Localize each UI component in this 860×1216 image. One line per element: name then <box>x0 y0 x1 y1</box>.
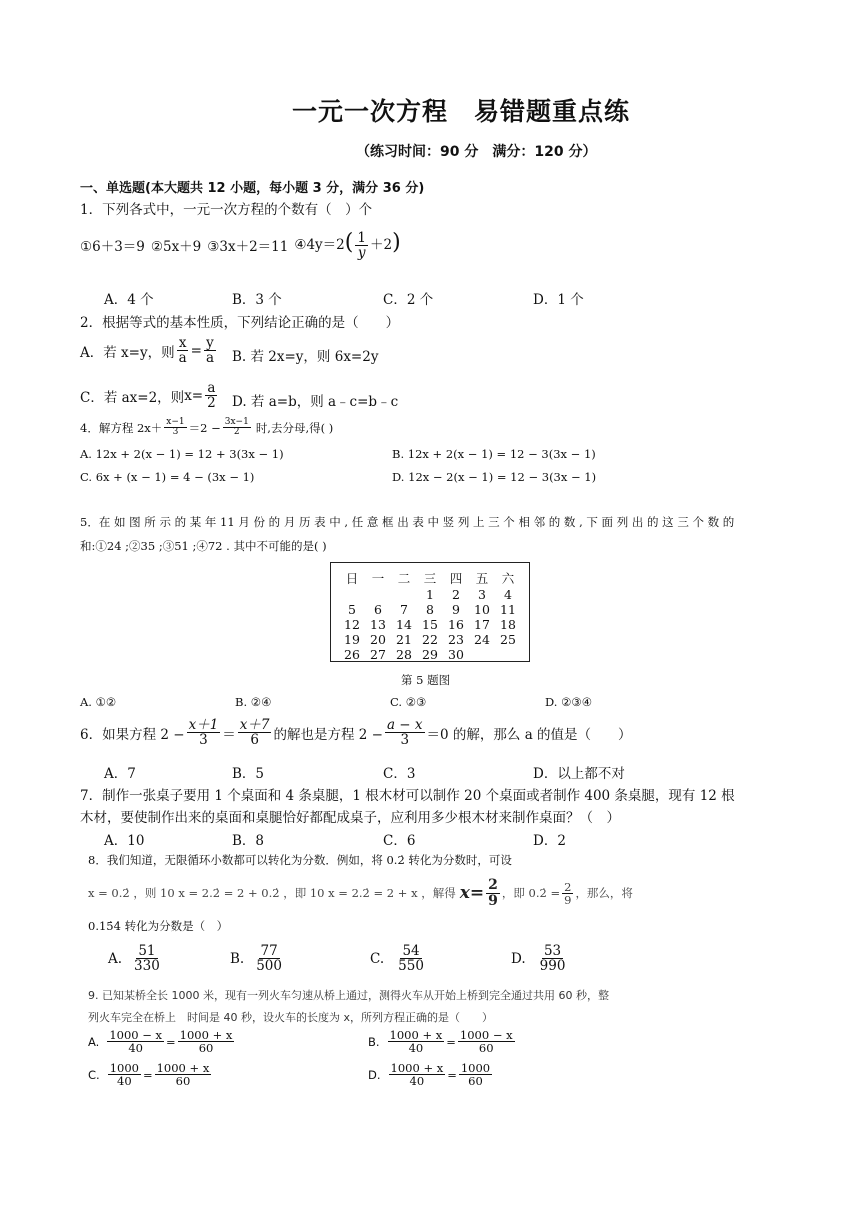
q5-option-a[interactable]: A. ①② <box>80 695 117 709</box>
calendar-cell <box>339 587 365 602</box>
calendar-header-row <box>339 569 521 587</box>
calendar-cell: 27 <box>370 647 386 662</box>
q5-option-d[interactable]: D. ②③④ <box>545 695 593 709</box>
calendar-cell: 16 <box>448 617 464 632</box>
q7-option-d[interactable]: D．2 <box>533 833 566 849</box>
q1-expr-2: ②5x＋9 <box>150 239 202 256</box>
q7-stem-line2: 木材，要使制作出来的桌面和桌腿恰好都配成桌子，应利用多少根木材来制作桌面？（ ） <box>80 810 620 826</box>
calendar-cell: 3 <box>478 587 486 602</box>
q1-expr-3: ③3x＋2＝11 <box>207 239 289 256</box>
q8-stem-line1: 8．我们知道，无限循环小数都可以转化为分数．例如，将 0.2̇ 转化为分数时，可设 <box>88 853 512 867</box>
q6-stem: 6．如果方程 2 − $\frac{x+1}{3}$ ＝ $\frac{x+7}{6}$ 的解也是方程 2 − $\frac{a - x}{3}$ ＝0 的解，那么 a 的值是（ ） <box>80 717 632 749</box>
q2-option-d[interactable]: D. 若 a=b，则 a﹣c=b﹣c <box>232 394 399 410</box>
calendar-cell: 19 <box>344 632 360 647</box>
q4-option-b[interactable]: B. 12x + 2(x − 1) = 12 − 3(3x − 1) <box>392 447 596 461</box>
page-title: 一元一次方程 易错题重点练 <box>292 97 631 126</box>
q6-option-d[interactable]: D．以上都不对 <box>533 766 625 782</box>
calendar-cell: 9 <box>452 602 460 617</box>
calendar-caption: 第 5 题图 <box>401 673 451 687</box>
calendar-figure <box>330 562 530 662</box>
q1-option-a[interactable]: A．4 个 <box>104 292 154 308</box>
calendar-row <box>339 647 521 662</box>
calendar-header-cell: 二 <box>397 571 411 586</box>
q6-option-c[interactable]: C．3 <box>383 766 416 782</box>
calendar-cell: 13 <box>370 617 386 632</box>
calendar-cell: 23 <box>448 632 464 647</box>
calendar-cell <box>495 647 521 662</box>
calendar-header-cell: 五 <box>475 571 489 586</box>
q5-stem-line1: 5．在 如 图 所 示 的 某 年 11 月 份 的 月 历 表 中 , 任 意 框 出 表 中 竖 列 上 三 个 相 邻 的 数 , 下 面 列 出 的 这 三 个 数 的 <box>80 515 735 529</box>
calendar-cell: 15 <box>422 617 438 632</box>
calendar-cell: 28 <box>396 647 412 662</box>
q4-stem: 4．解方程 2x＋ $\frac{x-1}{3}$ ＝2 − $\frac{3x-1}{2}$ 时,去分母,得( ) <box>80 417 334 438</box>
calendar-cell: 21 <box>396 632 412 647</box>
q9-option-d[interactable]: D. $\frac{1000 + x}{40}$ = $\frac{1000}{60}$ <box>368 1061 491 1089</box>
calendar-cell <box>469 647 495 662</box>
q7-option-a[interactable]: A．10 <box>104 833 145 849</box>
section-heading: 一、单选题(本大题共 12 小题，每小题 3 分，满分 36 分) <box>80 181 425 196</box>
q7-option-c[interactable]: C．6 <box>383 833 416 849</box>
calendar-header-cell: 六 <box>501 571 515 586</box>
q4-option-d[interactable]: D. 12x − 2(x − 1) = 12 − 3(3x − 1) <box>392 470 597 484</box>
calendar-cell: 25 <box>500 632 516 647</box>
q1-expr-4: ④4y＝2( $\frac{1}{y}$ ＋2) <box>294 229 401 261</box>
q1-option-b[interactable]: B．3 个 <box>232 292 282 308</box>
calendar-cell: 7 <box>400 602 408 617</box>
q5-option-c[interactable]: C. ②③ <box>390 695 427 709</box>
calendar-cell: 4 <box>504 587 512 602</box>
q6-option-a[interactable]: A．7 <box>104 766 136 782</box>
calendar-cell: 14 <box>396 617 412 632</box>
q2-option-a[interactable]: A．若 x=y，则 $\frac{x}{a}$ = $\frac{y}{a}$ <box>80 335 215 367</box>
q8-option-b[interactable]: B. $\frac{77}{500}$ <box>230 943 282 975</box>
q7-stem-line1: 7．制作一张桌子要用 1 个桌面和 4 条桌腿，1 根木材可以制作 20 个桌面或者制作 400 条桌腿，现有 12 根 <box>80 788 735 804</box>
q5-stem-line2: 和:①24 ;②35 ;③51 ;④72 . 其中不可能的是( ) <box>80 539 327 553</box>
calendar-row <box>339 632 521 647</box>
q9-stem-line1: 9. 已知某桥全长 1000 米，现有一列火车匀速从桥上通过，测得火车从开始上桥到完全通过共用 60 秒，整 <box>88 989 609 1002</box>
q9-stem-line2: 列火车完全在桥上 时间是 40 秒，设火车的长度为 x，所列方程正确的是（ ） <box>88 1011 493 1024</box>
calendar-cell <box>365 587 391 602</box>
q8-stem-line3: 0.15̇4̇ 转化为分数是（ ） <box>88 919 229 933</box>
q1-expressions <box>80 230 401 260</box>
calendar-cell: 29 <box>422 647 438 662</box>
q8-option-c[interactable]: C. $\frac{54}{550}$ <box>370 943 424 975</box>
calendar-cell: 12 <box>344 617 360 632</box>
q8-stem-line2: x = 0.2̇ ，则 10 x = 2.2̇ = 2 + 0.2̇ ，即 10 x = 2.2̇ = 2 + x ，解得 x= $\frac{2}{9}$ ，即 0.2̇ = $\frac{2}{9}$ ，那么，将 <box>88 877 633 909</box>
calendar-header-cell: 四 <box>449 571 463 586</box>
q2-option-c[interactable]: C．若 ax=2，则 x= $\frac{a}{2}$ <box>80 380 216 412</box>
calendar-cell <box>391 587 417 602</box>
calendar-cell: 18 <box>500 617 516 632</box>
q8-option-a[interactable]: A. $\frac{51}{330}$ <box>108 943 160 975</box>
calendar-cell: 22 <box>422 632 438 647</box>
q9-option-b[interactable]: B. $\frac{1000 + x}{40}$ = $\frac{1000 - x}{60}$ <box>368 1028 513 1056</box>
q9-option-c[interactable]: C. $\frac{1000}{40}$ = $\frac{1000 + x}{60}$ <box>88 1061 210 1089</box>
calendar-cell: 24 <box>474 632 490 647</box>
q9-option-a[interactable]: A. $\frac{1000 - x}{40}$ = $\frac{1000 + x}{60}$ <box>88 1028 233 1056</box>
q6-option-b[interactable]: B．5 <box>232 766 265 782</box>
q1-option-d[interactable]: D．1 个 <box>533 292 584 308</box>
calendar-cell: 20 <box>370 632 386 647</box>
calendar-cell: 8 <box>426 602 434 617</box>
q4-option-a[interactable]: A. 12x + 2(x − 1) = 12 + 3(3x − 1) <box>80 447 284 461</box>
page-subtitle: （练习时间：90 分 满分：120 分） <box>356 144 597 160</box>
q7-option-b[interactable]: B．8 <box>232 833 265 849</box>
q2-stem: 2．根据等式的基本性质，下列结论正确的是（ ） <box>80 315 400 331</box>
calendar-cell: 2 <box>452 587 460 602</box>
q1-option-c[interactable]: C．2 个 <box>383 292 434 308</box>
calendar-row <box>339 587 521 602</box>
calendar-row <box>339 617 521 632</box>
calendar-cell: 10 <box>474 602 490 617</box>
calendar-header-cell: 日 <box>345 571 359 586</box>
calendar-cell: 6 <box>374 602 382 617</box>
q4-option-c[interactable]: C. 6x + (x − 1) = 4 − (3x − 1) <box>80 470 255 484</box>
calendar-table <box>339 569 521 662</box>
calendar-cell: 5 <box>348 602 356 617</box>
calendar-header-cell: 一 <box>371 571 385 586</box>
q1-stem: 1．下列各式中，一元一次方程的个数有（ ）个 <box>80 202 373 218</box>
q5-option-b[interactable]: B. ②④ <box>235 695 272 709</box>
q2-option-b[interactable]: B. 若 2x=y，则 6x=2y <box>232 349 379 365</box>
calendar-cell: 26 <box>344 647 360 662</box>
calendar-cell: 30 <box>448 647 464 662</box>
q1-expr-1: ①6＋3＝9 <box>80 239 145 256</box>
calendar-cell: 1 <box>426 587 434 602</box>
calendar-cell: 17 <box>474 617 490 632</box>
calendar-row <box>339 602 521 617</box>
calendar-cell: 11 <box>500 602 516 617</box>
q8-option-d[interactable]: D. $\frac{53}{990}$ <box>511 943 566 975</box>
calendar-header-cell: 三 <box>423 571 437 586</box>
